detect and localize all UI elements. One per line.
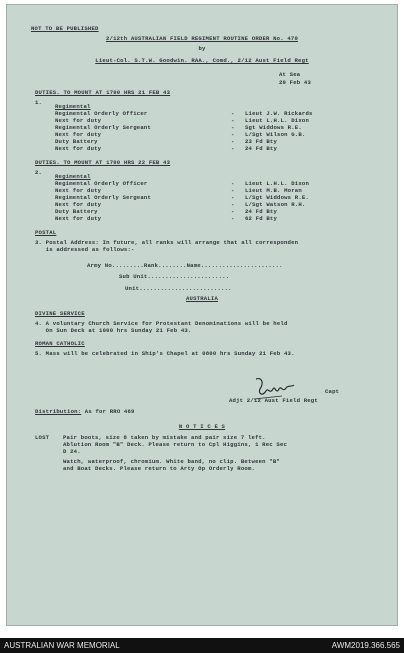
- duty-role: Next for duty: [55, 201, 102, 208]
- section-2-subheading: Regimental: [55, 173, 91, 180]
- duty-role: Duty Battery: [55, 208, 98, 215]
- notice-line: Ablution Room "B" Deck. Please return to Cpl Higgins, 1 Rec Sec: [63, 441, 288, 448]
- duty-role: Regimental Orderly Sergeant: [55, 194, 152, 201]
- dash: -: [231, 110, 235, 117]
- archive-footer: [0, 638, 404, 653]
- divine-line: On Sun Deck at 1000 hrs Sunday 21 Feb 43.: [35, 327, 192, 334]
- duty-role: Next for duty: [55, 117, 102, 124]
- duty-role: Next for duty: [55, 215, 102, 222]
- notices-heading: N O T I C E S: [178, 423, 226, 430]
- date: 20 Feb 43: [279, 79, 312, 86]
- notice-line: and Boat Decks. Please return to Arty Op Orderly Room.: [63, 465, 256, 472]
- duty-name: 62 Fd Bty: [245, 215, 278, 222]
- distribution: [35, 408, 135, 415]
- notice-line: Pair boots, size 8 taken by mistake and pair size 7 left.: [63, 434, 266, 441]
- divine-heading: DIVINE SERVICE: [35, 310, 85, 317]
- duty-role: Duty Battery: [55, 138, 98, 145]
- commanding-officer: Lieut-Col. S.T.W. Goodwin. RAA., Comd., 2/12 Aust Field Regt: [95, 57, 309, 64]
- notice-line: D 24.: [63, 448, 81, 455]
- section-1-number: 1.: [35, 99, 43, 106]
- section-2-number: 2.: [35, 169, 43, 176]
- roman-line: 5. Mass will be celebrated in Ship's Chapel at 0800 hrs Sunday 21 Feb 43.: [35, 350, 295, 357]
- divine-line: 4. A voluntary Church Service for Protestant Denominations will be held: [35, 320, 288, 327]
- duty-name: 23 Fd Bty: [245, 138, 278, 145]
- postal-line: Army No.........Rank........Name.......................: [87, 262, 283, 269]
- signatory-appointment: Adjt 2/12 Aust Field Regt: [229, 397, 318, 404]
- footer-accession-number: AWM2019.366.565: [331, 641, 400, 650]
- dash: -: [231, 194, 235, 201]
- duty-name: Sgt Widdows R.E.: [245, 124, 302, 131]
- duty-role: Next for duty: [55, 131, 102, 138]
- dash: -: [231, 131, 235, 138]
- postal-line: Sub Unit.......................: [119, 273, 230, 280]
- distribution-label: Distribution:: [35, 408, 82, 415]
- duty-role: Next for duty: [55, 145, 102, 152]
- classification: NOT TO BE PUBLISHED: [31, 25, 99, 32]
- duty-name: Lieut M.B. Moran: [245, 187, 302, 194]
- section-1-heading: DUTIES. TO MOUNT AT 1700 HRS 21 FEB 43: [35, 89, 171, 96]
- postal-line: is addressed as follows:-: [35, 246, 135, 253]
- duty-name: L/Sgt Watson R.H.: [245, 201, 306, 208]
- section-2-heading: DUTIES. TO MOUNT AT 1700 HRS 22 FEB 43: [35, 159, 171, 166]
- duty-role: Next for duty: [55, 187, 102, 194]
- notice-line: Watch, waterproof, chromium. White band, no clip. Between "B": [63, 458, 280, 465]
- notices-lost-label: LOST: [35, 434, 50, 441]
- dash: -: [231, 145, 235, 152]
- dash: -: [231, 201, 235, 208]
- postal-heading: POSTAL: [35, 229, 57, 236]
- document-title: 2/12th AUSTRALIAN FIELD REGIMENT ROUTINE ORDER No. 470: [105, 35, 299, 42]
- dash: -: [231, 187, 235, 194]
- dash: -: [231, 117, 235, 124]
- dash: -: [231, 215, 235, 222]
- location: At Sea: [279, 71, 301, 78]
- duty-role: Regimental Orderly Sergeant: [55, 124, 152, 131]
- duty-name: L/Sgt Widdows R.E.: [245, 194, 310, 201]
- by-line: by: [198, 45, 206, 52]
- postal-line: 3. Postal Address: In future, all ranks will arrange that all corresponden: [35, 239, 299, 246]
- duty-name: Lieut L.H.L. Dixon: [245, 180, 310, 187]
- duty-role: Regimental Orderly Officer: [55, 180, 148, 187]
- section-1-subheading: Regimental: [55, 103, 91, 110]
- duty-name: Lieut J.W. Rickards: [245, 110, 313, 117]
- duty-name: 24 Fd Bty: [245, 208, 278, 215]
- roman-heading: ROMAN CATHOLIC: [35, 340, 85, 347]
- dash: -: [231, 124, 235, 131]
- dash: -: [231, 180, 235, 187]
- postal-line: Unit..........................: [125, 285, 232, 292]
- signatory-rank: Capt: [325, 388, 340, 395]
- dash: -: [231, 138, 235, 145]
- duty-role: Regimental Orderly Officer: [55, 110, 148, 117]
- postal-country: AUSTRALIA: [185, 295, 218, 302]
- duty-name: L/Sgt Wilson G.B.: [245, 131, 306, 138]
- duty-name: Lieut L.H.L. Dixon: [245, 117, 310, 124]
- duty-name: 24 Fd Bty: [245, 145, 278, 152]
- dash: -: [231, 208, 235, 215]
- footer-institution: AUSTRALIAN WAR MEMORIAL: [4, 641, 120, 650]
- distribution-text: As for RRO 469: [81, 408, 135, 415]
- document-sheet: [6, 4, 398, 626]
